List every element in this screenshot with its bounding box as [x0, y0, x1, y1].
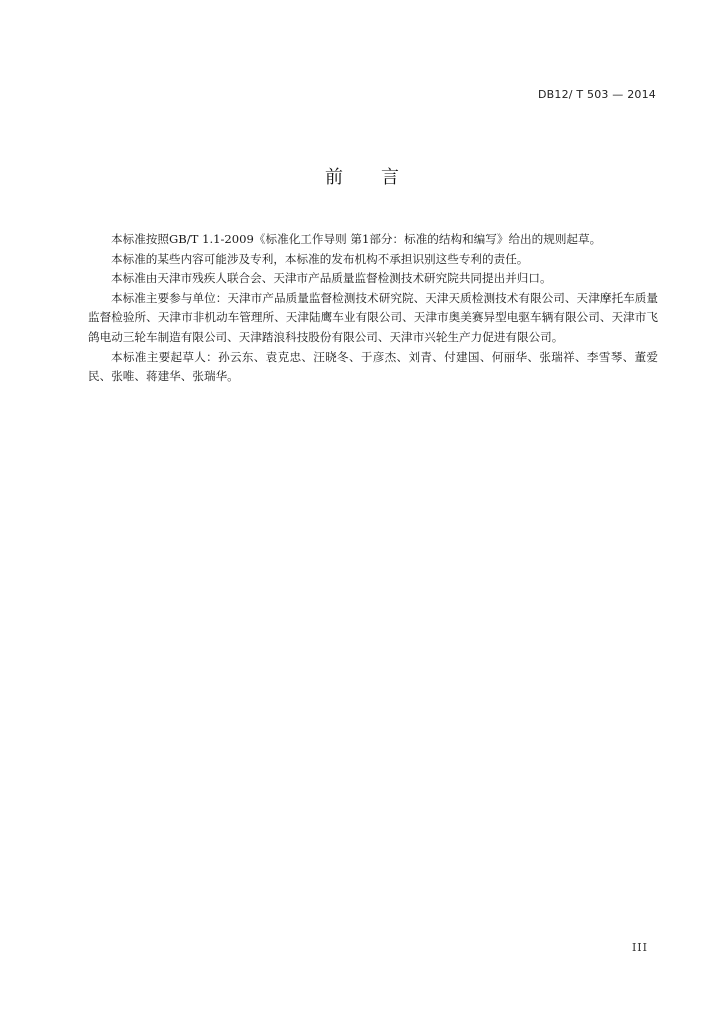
- paragraph-proposer: 本标准由天津市残疾人联合会、天津市产品质量监督检测技术研究院共同提出并归口。: [111, 271, 552, 286]
- standard-code-header: DB12/ T 503 — 2014: [537, 88, 656, 101]
- paragraph-drafters: 本标准主要起草人：孙云东、袁克忠、汪晓冬、于彦杰、刘青、付建国、何丽华、张瑞祥、李雪琴、董爱民、张唯、蒋建华、张瑞华。: [88, 349, 658, 384]
- paragraph-participating-units: 本标准主要参与单位：天津市产品质量监督检测技术研究院、天津天质检测技术有限公司、天津摩托车质量监督检验所、天津市非机动车管理所、天津陆鹰车业有限公司、天津市奥美赛异型电驱车辆有限公司、天津市飞鸽电动三轮车制造有限公司、天津踏浪科技股份有限公司、天津市兴轮生产力促进有限公司。: [88, 290, 658, 344]
- paragraph-patent-notice: 本标准的某些内容可能涉及专利，本标准的发布机构不承担识别这些专利的责任。: [111, 251, 529, 266]
- paragraph-drafting-rules: 本标准按照GB/T 1.1-2009《标准化工作导则 第1部分：标准的结构和编写》给出的规则起草。: [111, 232, 602, 246]
- foreword-body: [88, 230, 658, 387]
- page-number: III: [631, 941, 648, 954]
- page-title: 前言: [325, 167, 437, 188]
